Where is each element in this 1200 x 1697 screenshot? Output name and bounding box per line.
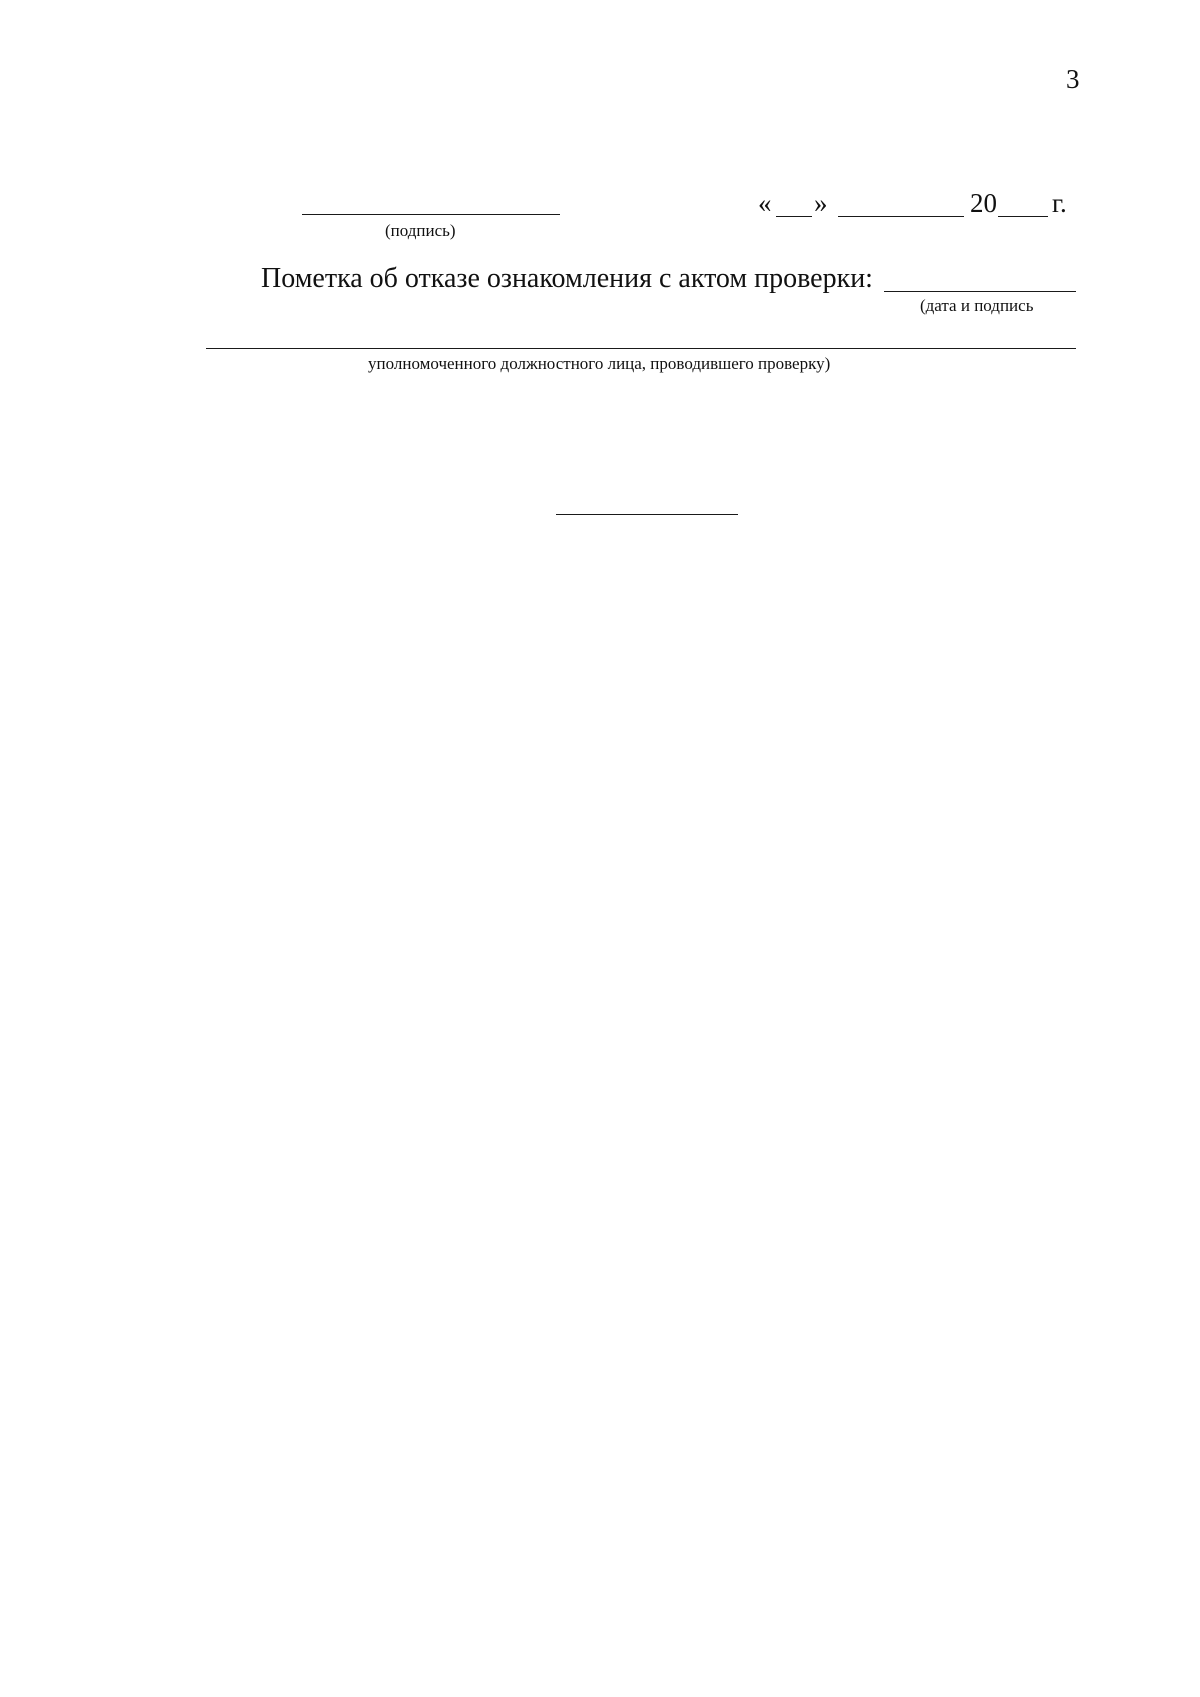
- date-year-suffix: г.: [1052, 188, 1067, 218]
- refusal-caption-line2: уполномоченного должностного лица, проводившего проверку): [368, 354, 831, 373]
- refusal-note-text: Пометка об отказе ознакомления с актом проверки:: [261, 263, 873, 294]
- signature-caption: (подпись): [385, 221, 456, 240]
- date-open-quote: «: [758, 188, 772, 218]
- official-signature-line: [206, 348, 1076, 349]
- date-month-line: [838, 216, 964, 217]
- page-number: 3: [1066, 64, 1080, 94]
- end-divider: [556, 514, 738, 515]
- signature-line: [302, 214, 560, 215]
- refusal-caption-line1: (дата и подпись: [920, 296, 1034, 315]
- date-year-prefix: 20: [970, 188, 997, 218]
- date-close-quote: »: [814, 188, 828, 218]
- date-day-line: [776, 216, 812, 217]
- date-year-line: [998, 216, 1048, 217]
- refusal-note-line: [884, 291, 1076, 292]
